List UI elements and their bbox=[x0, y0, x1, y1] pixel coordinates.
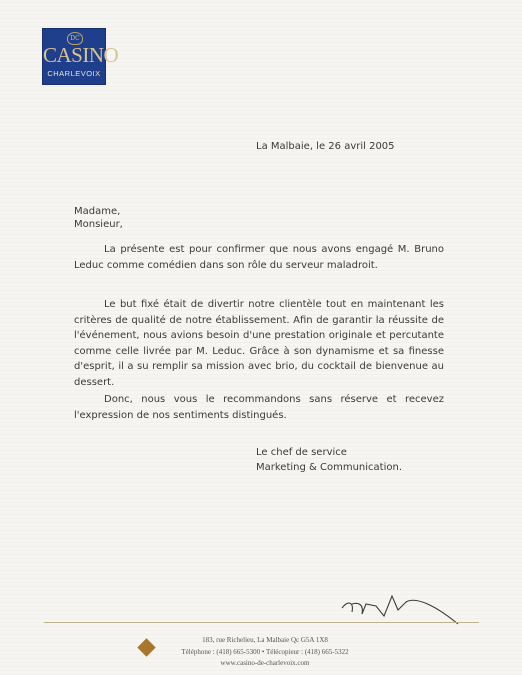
crest-icon: DC bbox=[67, 32, 83, 45]
salutation-madame: Madame, bbox=[74, 206, 121, 217]
footer-divider bbox=[44, 622, 479, 623]
paragraph-1: La présente est pour confirmer que nous avons engagé M. Bruno Leduc comme comédien dans son rôle du serveur maladroit. bbox=[74, 244, 444, 271]
handwritten-signature bbox=[340, 590, 460, 630]
footer-phones: Téléphone : (418) 665-5300 • Télécopieur : (418) 665-5322 bbox=[181, 647, 349, 656]
logo-subtitle: CHARLEVOIX bbox=[47, 69, 101, 78]
signatory-title: Le chef de service bbox=[256, 447, 347, 458]
footer-website: www.casino-de-charlevoix.com bbox=[220, 659, 310, 667]
letter-date: La Malbaie, le 26 avril 2005 bbox=[256, 141, 395, 152]
salutation-monsieur: Monsieur, bbox=[74, 219, 123, 230]
paragraph-3: Donc, nous vous le recommandons sans réserve et recevez l'expression de nos sentiments distingués. bbox=[74, 394, 444, 421]
signatory-department: Marketing & Communication. bbox=[256, 462, 402, 473]
logo-name: CASINO bbox=[43, 43, 119, 67]
casino-logo bbox=[42, 28, 119, 85]
paragraph-2: Le but fixé était de divertir notre clientèle tout en maintenant les critères de qualité de notre établissement. Afin de garantir la réussite de l'événement, nous avions besoin d'une prestation originale et percutante comme celle livrée par M. Leduc. Grâce à son dynamisme et sa finesse d'esprit, il a su remplir sa mission avec brio, du cocktail de bienvenue au dessert. bbox=[74, 299, 444, 388]
footer-address: 183, rue Richelieu, La Malbaie Qc G5A 1X8 bbox=[202, 636, 328, 644]
diamond-icon bbox=[137, 638, 155, 656]
footer-contact bbox=[160, 635, 370, 670]
